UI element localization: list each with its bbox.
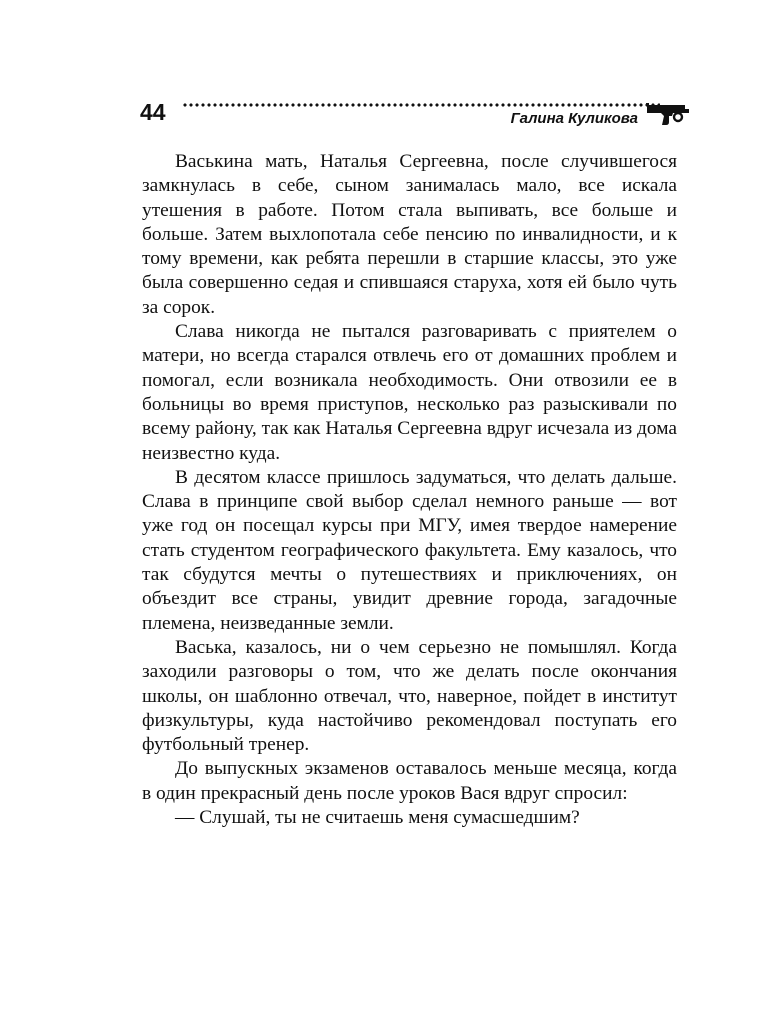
paragraph: Слава никогда не пытался разговаривать с приятелем о матери, но всегда старался отвлечь его от домашних проблем и помогал, если возникала необходимость. Они отвозили ее в больницы во время приступов, несколько раз разыскивали по всему району, так как Наталья Сергеевна вдруг исчезала из дома неизвестно куда. bbox=[142, 321, 677, 464]
revolver-icon bbox=[645, 102, 691, 126]
dialog-line: — Слушай, ты не считаешь меня сумасшедшим? bbox=[175, 807, 580, 829]
paragraph: Васька, казалось, ни о чем серьезно не помышлял. Когда заходили разговоры о том, что же делать после окончания школы, он шаблонно отвечал, что, наверное, пойдет в институт физкультуры, куда настойчиво рекомендовал поступать его футбольный тренер. bbox=[142, 636, 677, 756]
dotted-rule bbox=[182, 102, 660, 108]
paragraph: Васькина мать, Наталья Сергеевна, после случившегося замкнулась в себе, сыном занималась мало, все искала утешения в работе. Потом стала выпивать, все больше и больше. Затем выхлопотала себе пенсию по инвалидности, и к тому времени, как ребята перешли в старшие классы, это уже была совершенно седая и спившаяся старуха, хотя ей было чуть за сорок. bbox=[142, 151, 677, 318]
paragraph: В десятом классе пришлось задуматься, что делать дальше. Слава в принципе свой выбор сделал немного раньше — вот уже год он посещал курсы при МГУ, имея твердое намерение стать студентом географического факультета. Ему казалось, что так сбудутся мечты о путешествиях и приключениях, он объездит все страны, увидит древние города, загадочные племена, неизведанные земли. bbox=[142, 466, 677, 634]
running-author: Галина Куликова bbox=[510, 110, 638, 127]
running-header bbox=[140, 98, 695, 134]
paragraph: До выпускных экзаменов оставалось меньше месяца, когда в один прекрасный день после уроков Вася вдруг спросил: bbox=[142, 758, 677, 804]
page-number: 44 bbox=[140, 99, 166, 125]
body-text bbox=[142, 150, 677, 830]
